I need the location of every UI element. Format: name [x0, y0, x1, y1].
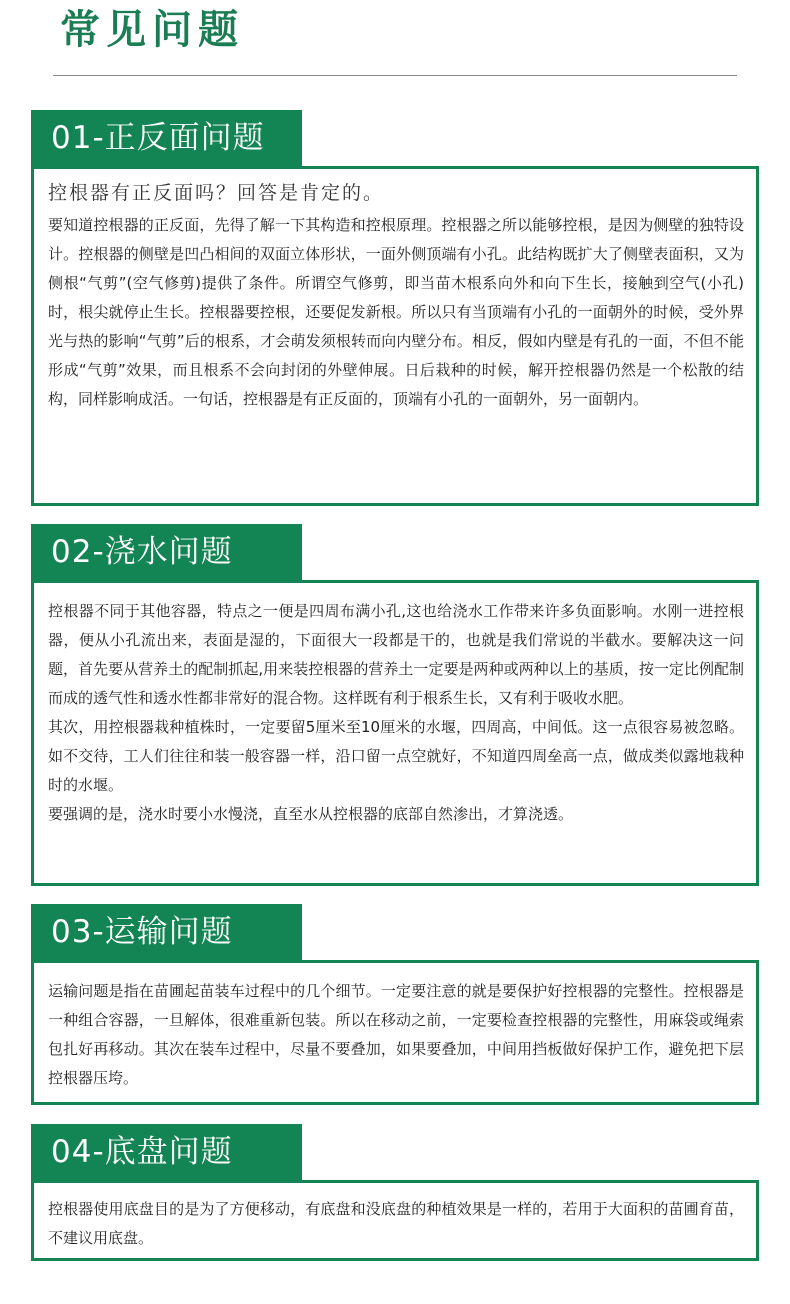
faq-section-front-back [31, 110, 759, 506]
section-paragraph: 其次，用控根器栽种植株时，一定要留5厘米至10厘米的水堰，四周高，中间低。这一点很容易被忽略。如不交待，工人们往往和装一般容器一样，沿口留一点空就好，不知道四周垒高一点，做成类似露地栽种时的水堰。 [48, 718, 744, 794]
section-paragraph: 要知道控根器的正反面，先得了解一下其构造和控根原理。控根器之所以能够控根，是因为侧壁的独特设计。控根器的侧壁是凹凸相间的双面立体形状，一面外侧顶端有小孔。此结构既扩大了侧壁表面积，又为侧根“气剪”(空气修剪)提供了条件。所谓空气修剪，即当苗木根系向外和向下生长，接触到空气(小孔)时，根尖就停止生长。控根器要控根，还要促发新根。所以只有当顶端有小孔的一面朝外的时候，受外界光与热的影响“气剪”后的根系，才会萌发须根转而向内壁分布。相反，假如内壁是有孔的一面，不但不能形成“气剪”效果，而且根系不会向封闭的外壁伸展。日后栽种的时候，解开控根器仍然是一个松散的结构，同样影响成活。一句话，控根器是有正反面的，顶端有小孔的一面朝外，另一面朝内。 [48, 216, 744, 408]
faq-section-transport [31, 904, 759, 1105]
section-paragraph: 运输问题是指在苗圃起苗装车过程中的几个细节。一定要注意的就是要保护好控根器的完整性。控根器是一种组合容器，一旦解体，很难重新包装。所以在移动之前，一定要检查控根器的完整性，用麻袋或绳索包扎好再移动。其次在装车过程中，尽量不要叠加，如果要叠加，中间用挡板做好保护工作，避免把下层控根器压垮。 [48, 982, 744, 1087]
faq-section-tray [31, 1124, 759, 1261]
page-title: 常见问题 [60, 7, 244, 53]
section-tab: 02-浇水问题 [31, 524, 302, 580]
section-question: 控根器有正反面吗？回答是肯定的。 [48, 182, 385, 204]
section-tab: 03-运输问题 [31, 904, 302, 960]
section-body [31, 580, 759, 886]
section-paragraph: 控根器使用底盘目的是为了方便移动，有底盘和没底盘的种植效果是一样的，若用于大面积的苗圃育苗，不建议用底盘。 [48, 1200, 744, 1247]
section-body [31, 960, 759, 1105]
section-paragraph: 控根器不同于其他容器，特点之一便是四周布满小孔,这也给浇水工作带来许多负面影响。水刚一进控根器，便从小孔流出来，表面是湿的，下面很大一段都是干的，也就是我们常说的半截水。要解决这一问题，首先要从营养土的配制抓起,用来装控根器的营养土一定要是两种或两种以上的基质，按一定比例配制而成的透气性和透水性都非常好的混合物。这样既有利于根系生长，又有利于吸收水肥。 [48, 602, 744, 707]
section-tab: 01-正反面问题 [31, 110, 302, 166]
section-paragraph: 要强调的是，浇水时要小水慢浇，直至水从控根器的底部自然渗出，才算浇透。 [48, 805, 574, 823]
section-body [31, 166, 759, 506]
faq-section-watering [31, 524, 759, 886]
section-tab: 04-底盘问题 [31, 1124, 302, 1180]
title-divider [53, 75, 737, 76]
section-body [31, 1180, 759, 1261]
